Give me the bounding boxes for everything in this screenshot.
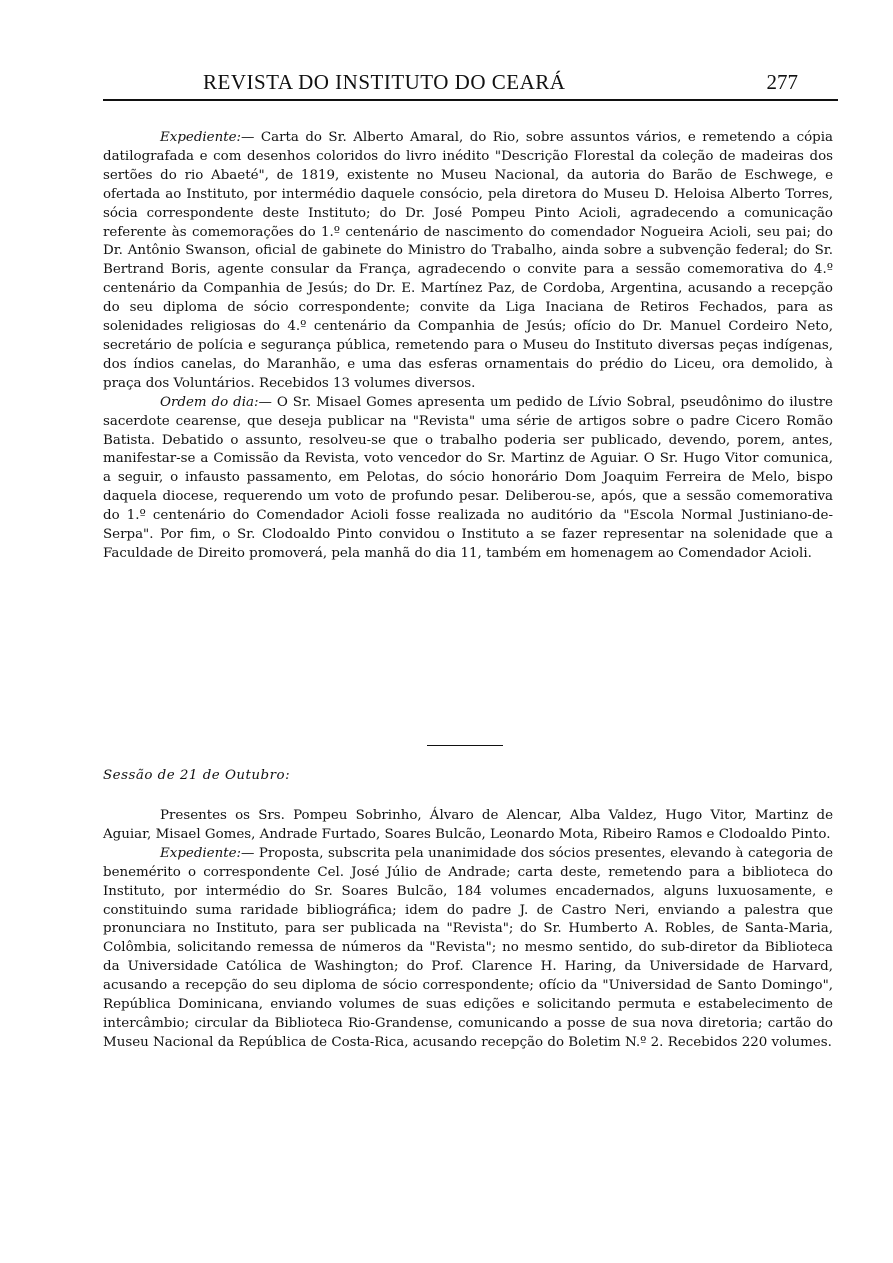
- minutes-block-2: [103, 807, 833, 1053]
- presentes-paragraph: Presentes os Srs. Pompeu Sobrinho, Álvaro de Alencar, Alba Valdez, Hugo Vitor, Martinz de Aguiar, Misael Gomes, Andrade Furtado, Soares Bulcão, Leonardo Mota, Ribeiro Ramos e Clodoaldo Pinto.: [103, 808, 833, 842]
- expediente-paragraph: [103, 129, 833, 394]
- ordem-do-dia-label: Ordem do dia:: [160, 394, 259, 410]
- header-rule: [103, 99, 838, 101]
- session-expediente-label: Expediente:: [160, 845, 242, 861]
- session-expediente-paragraph: [103, 845, 833, 1053]
- running-head: [103, 70, 838, 102]
- journal-title: REVISTA DO INSTITUTO DO CEARÁ: [203, 70, 566, 94]
- minutes-block-1: [103, 129, 833, 564]
- ordem-do-dia-paragraph: [103, 394, 833, 564]
- expediente-label: Expediente:: [160, 130, 242, 145]
- expediente-text: — Carta do Sr. Alberto Amaral, do Rio, sobre assuntos vários, e remetendo a cópia datilografada e com desenhos coloridos do livro inédito "Descrição Florestal da coleção de madeiras dos sertões do rio Abaeté", de 1819, existente no Museu Nacional, da autoria do Barão de Eschwege, e ofertada ao Instituto, por intermédio daquele consócio, pela diretora do Museu D. Heloisa Alberto Torres, sócia correspondente deste Instituto; do Dr. José Pompeu Pinto Acioli, agradecendo a comunicação referente às comemorações do 1.º centenário de nascimento do comendador Nogueira Acioli, seu pai; do Dr. Antônio Swanson, oficial de gabinete do Ministro do Trabalho, ainda sobre a subvenção federal; do Sr. Bertrand Boris, agente consular da França, agradecendo o convite para a sessão comemorativa do 4.º centenário da Companhia de Jesús; do Dr. E. Martínez Paz, de Cordoba, Argentina, acusando a recepção do seu diploma de sócio correspondente; convite da Liga Inaciana de Retiros Fechados, para as solenidades religiosas do 4.º centenário da Companhia de Jesús; ofício do Dr. Manuel Cordeiro Neto, secretário de polícia e segurança pública, remetendo para o Museu do Instituto diversas peças indígenas, dos índios canelas, do Maranhão, e uma das esferas ornamentais do prédio do Liceu, ora demolido, à praça dos Voluntários. Recebidos 13 volumes diversos.: [103, 130, 833, 391]
- page-number: 277: [766, 70, 798, 94]
- section-divider: [427, 745, 503, 746]
- session-heading: Sessão de 21 de Outubro:: [103, 768, 291, 783]
- session-expediente-text: — Proposta, subscrita pela unanimidade dos sócios presentes, elevando à categoria de benemérito o correspondente Cel. José Júlio de Andrade; carta deste, remetendo para a biblioteca do Instituto, por intermédio do Sr. Soares Bulcão, 184 volumes encadernados, alguns luxuosamente, e constituindo suma raridade bibliográfica; idem do padre J. de Castro Neri, enviando a palestra que pronunciara no Instituto, para ser publicada na "Revista"; do Sr. Humberto A. Robles, de Santa-Maria, Colômbia, solicitando remessa de números da "Revista"; no mesmo sentido, do sub-diretor da Biblioteca da Universidade Católica de Washington; do Prof. Clarence H. Haring, da Universidade de Harvard, acusando a recepção do seu diploma de sócio correspondente; ofício da "Universidad de Santo Domingo", República Dominicana, enviando volumes de suas edições e solicitando permuta e estabelecimento de intercâmbio; circular da Biblioteca Rio-Grandense, comunicando a posse de sua nova diretoria; cartão do Museu Nacional da República de Costa-Rica, acusando recepção do Boletim N.º 2. Recebidos 220 volumes.: [103, 845, 833, 1050]
- ordem-do-dia-text: — O Sr. Misael Gomes apresenta um pedido de Lívio Sobral, pseudônimo do ilustre sacerdote cearense, que deseja publicar na "Revista" uma série de artigos sobre o padre Cicero Romão Batista. Debatido o assunto, resolveu-se que o trabalho poderia ser publicado, devendo, porem, antes, manifestar-se a Comissão da Revista, voto vencedor do Sr. Martinz de Aguiar. O Sr. Hugo Vitor comunica, a seguir, o infausto passamento, em Pelotas, do sócio honorário Dom Joaquim Ferreira de Melo, bispo daquela diocese, requerendo um voto de profundo pesar. Deliberou-se, após, que a sessão comemorativa do 1.º centenário do Comendador Acioli fosse realizada no auditório da "Escola Normal Justiniano-de-Serpa". Por fim, o Sr. Clodoaldo Pinto convidou o Instituto a se fazer representar na solenidade que a Faculdade de Direito promoverá, pela manhã do dia 11, também em homenagem ao Comendador Acioli.: [103, 394, 833, 561]
